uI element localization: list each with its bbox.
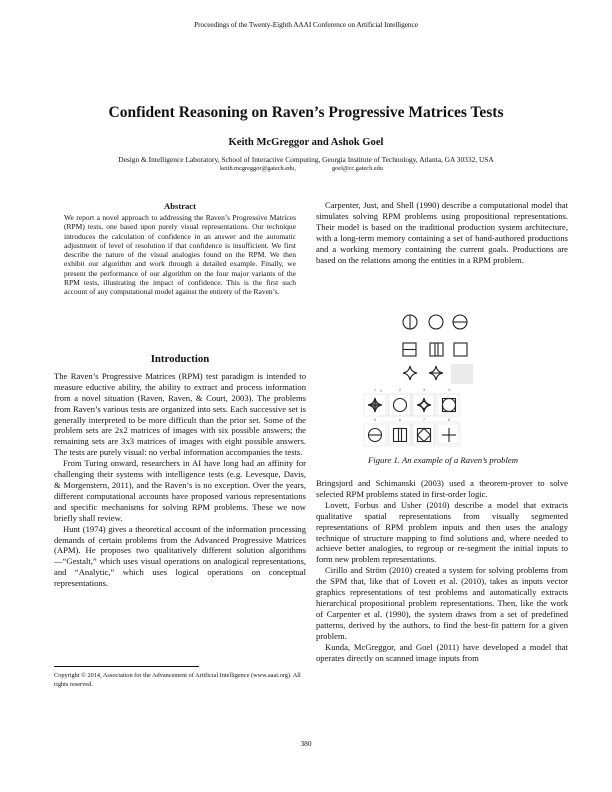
body-paragraph: Kunda, McGreggor, and Goel (2011) have developed a model that operates directly on scanned image inputs from xyxy=(316,641,568,663)
abstract-section xyxy=(54,201,306,297)
cell-four-point-star-icon xyxy=(403,366,417,380)
affiliation: Design & Intelligence Laboratory, School of Interactive Computing, Georgia Institute of Technology, Atlanta, GA 30332, USA xyxy=(118,155,494,164)
svg-text:4: 4 xyxy=(447,387,451,392)
svg-text:5: 5 xyxy=(373,417,377,422)
intro-paragraph: From Turing onward, researchers in AI have long had an affinity for challenging their systems with intelligence tests (e.g. Levesque, Davis, & Morgenstern, 2011), and the Raven’s is no exception. Over the years, different computational accounts have proposed various representations and specific mechanisms for solving RPM problems. These we now briefly shall review. xyxy=(54,458,306,523)
cell-square-horizontal-bar-icon xyxy=(403,343,416,356)
intro-paragraph: The Raven’s Progressive Matrices (RPM) test paradigm is intended to measure eductive ability, the ability to extract and process information from a novel situation (Raven, Raven, & Court, 2003). The problems from Raven’s various tests are organized into sets. Each successive set is generally interpreted to be more difficult than the prior set. Some of the problem sets are 2x2 matrices of images with six possible answers; the remaining sets are 3x3 matrices of images with eight possible answers. The tests are purely visual: no verbal information accompanies the tests. xyxy=(54,370,306,458)
svg-text:3: 3 xyxy=(422,387,426,392)
cell-circle-vertical-bar-icon xyxy=(403,315,417,329)
abstract-text: We report a novel approach to addressing the Raven’s Progressive Matrices (RPM) tests, one based upon purely visual representations. Our technique introduces the calculation of confidence in an answer and the automatic adjustment of level of resolution if that confidence is insufficient. We first describe the nature of the visual analogies found on the RPM. We then exhibit our algorithm and work through a detailed example. Finally, we present the performance of our algorithm on the four major variants of the RPM tests, illustrating the impact of confidence. This is the first such account of any computational model against the entirety of the Raven’s. xyxy=(64,212,296,297)
right-column-top xyxy=(316,200,568,265)
cell-square-icon xyxy=(454,343,467,356)
answer-label-1: 1 xyxy=(380,388,383,393)
answer-options xyxy=(362,385,472,447)
cell-four-point-star-horizontal-bar-icon xyxy=(429,366,443,380)
introduction-section xyxy=(54,354,306,589)
body-paragraph: Bringsjord and Schimanski (2003) used a theorem-prover to solve selected RPM problems stated in first-order logic. xyxy=(316,478,568,499)
abstract-heading: Abstract xyxy=(164,201,196,211)
footnote-rule xyxy=(54,666,199,667)
page-number: 380 xyxy=(300,739,312,748)
email-mcgreggor[interactable]: keith.mcgreggor@gatech.edu, xyxy=(220,165,296,172)
answer-2-circle-icon xyxy=(394,399,407,412)
blank-answer-cell xyxy=(451,364,473,384)
answer-6-square-vertical-bars-icon xyxy=(394,429,407,442)
answer-4-square-circle-icon xyxy=(443,399,456,412)
svg-text:6: 6 xyxy=(398,417,402,422)
running-head: Proceedings of the Twenty-Eighth AAAI Conference on Artificial Intelligence xyxy=(194,20,418,29)
introduction-heading: Introduction xyxy=(150,353,210,365)
svg-text:7: 7 xyxy=(422,417,426,422)
body-paragraph: Carpenter, Just, and Shell (1990) describe a computational model that simulates solving RPM problems using propositional representations. Their model is based on the traditional production system architecture, with a long-term memory containing a set of hand-authored productions and a working memory containing the current goals. Productions are based on the relations among the entities in a RPM problem. xyxy=(316,200,568,265)
body-paragraph: Lovett, Forbus and Usher (2010) describe a model that extracts qualitative spatial representations from visually segmented representations of RPM problem inputs and then uses the analogy technique of structure mapping to find solutions and, where needed to achieve better analogies, to regroup or re-segment the initial inputs to form new problem representations. xyxy=(316,499,568,565)
svg-text:8: 8 xyxy=(447,417,451,422)
email-goel[interactable]: goel@cc.gatech.edu xyxy=(332,165,383,172)
body-paragraph: Cirillo and Ström (2010) created a system for solving problems from the SPM that, like that of Lovett et al. (2010), takes as inputs vector graphics representations of test problems and automatically extracts hierarchical propositional problem representations. Then, like the work of Carpenter et al. (1990), the system draws from a set of predefined patterns, derived by the authors, to find the best-fit pattern for a given problem. xyxy=(316,565,568,641)
figure-caption: Figure 1. An example of a Raven’s problem xyxy=(367,455,519,465)
right-column-bottom xyxy=(316,478,568,663)
answer-1-star-filled-cross-icon xyxy=(368,398,382,412)
svg-text:1: 1 xyxy=(373,387,377,392)
authors: Keith McGreggor and Ashok Goel xyxy=(228,137,384,148)
intro-paragraph: Hunt (1974) gives a theoretical account of the information processing demands of certain problems from the Advanced Progressive Matrices (APM). He proposes two qualitatively different solution algorithms—“Gestalt,” which uses visual operations on analogical representations, and “Analytic,” which uses logical operations on conceptual representations. xyxy=(54,523,306,589)
cell-square-vertical-bars-icon xyxy=(430,343,443,356)
answer-5-circle-horizontal-bar-icon xyxy=(369,429,382,442)
svg-text:2: 2 xyxy=(398,387,402,392)
answer-8-plus-icon xyxy=(442,428,456,442)
cell-circle-icon xyxy=(429,315,443,329)
answer-3-star-diamond-icon xyxy=(417,398,431,412)
paper-title: Confident Reasoning on Raven’s Progressive Matrices Tests xyxy=(108,104,504,121)
answer-7-square-diamond-icon xyxy=(418,429,431,442)
cell-circle-horizontal-bar-icon xyxy=(453,315,467,329)
copyright-footnote: Copyright © 2014, Association for the Advancement of Artificial Intelligence (www.aaai.org). All rights reserved. xyxy=(54,672,301,688)
